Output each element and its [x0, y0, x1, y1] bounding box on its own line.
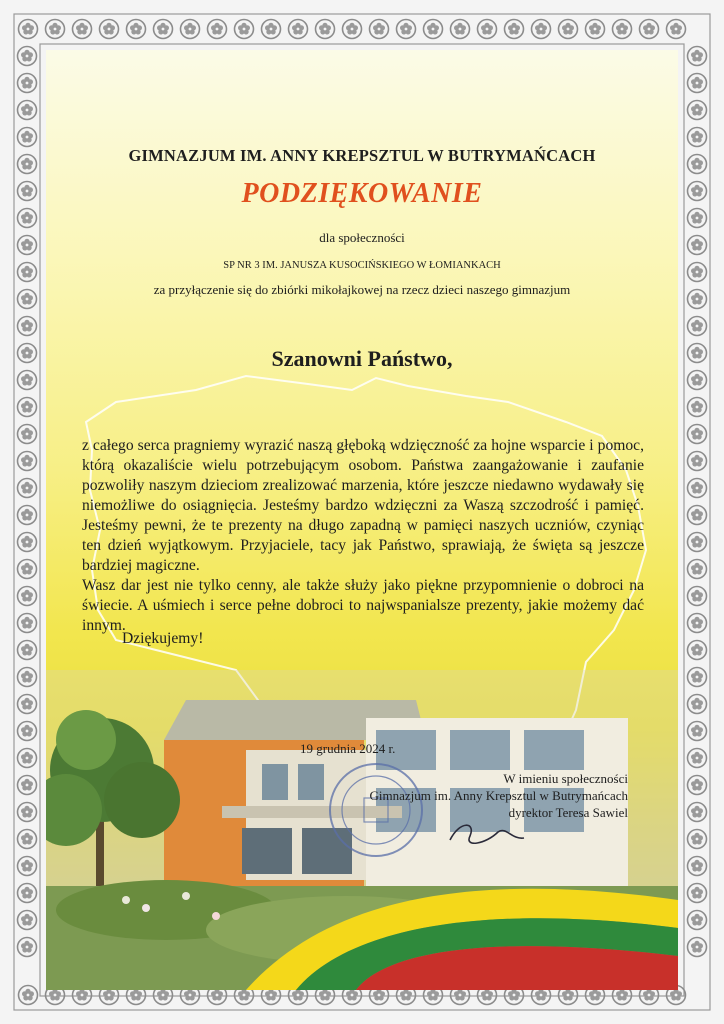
border-ornament — [688, 74, 707, 93]
border-ornament — [688, 614, 707, 633]
border-ornament — [688, 830, 707, 849]
border-ornament — [688, 425, 707, 444]
border-ornament — [688, 776, 707, 795]
border-ornament — [18, 560, 37, 579]
border-ornament — [18, 749, 37, 768]
border-ornament — [532, 20, 551, 39]
border-ornament — [688, 641, 707, 660]
border-ornament — [688, 803, 707, 822]
border-ornament — [18, 344, 37, 363]
border-ornament — [688, 560, 707, 579]
border-ornament — [18, 722, 37, 741]
border-ornament — [370, 20, 389, 39]
border-ornament — [478, 20, 497, 39]
border-ornament — [18, 47, 37, 66]
border-ornament — [688, 155, 707, 174]
signature-line: W imieniu społeczności — [503, 771, 628, 786]
signature-line: Gimnazjum im. Anny Krepsztul w Butrymańcach — [369, 788, 628, 803]
border-ornament — [73, 20, 92, 39]
border-ornament — [18, 641, 37, 660]
border-ornament — [688, 911, 707, 930]
border-ornament — [262, 20, 281, 39]
border-ornament — [688, 938, 707, 957]
border-ornament — [18, 695, 37, 714]
border-ornament — [688, 749, 707, 768]
border-ornament — [181, 20, 200, 39]
border-ornament — [18, 803, 37, 822]
border-ornament — [688, 263, 707, 282]
border-ornament — [18, 911, 37, 930]
border-ornament — [688, 857, 707, 876]
border-ornament — [18, 236, 37, 255]
border-ornament — [46, 20, 65, 39]
school-name: GIMNAZJUM IM. ANNY KREPSZTUL W BUTRYMAŃCACH — [128, 146, 596, 165]
date: 19 grudnia 2024 r. — [300, 741, 396, 756]
border-ornament — [18, 884, 37, 903]
border-ornament — [18, 506, 37, 525]
border-ornament — [343, 20, 362, 39]
border-ornament — [18, 587, 37, 606]
border-ornament — [18, 533, 37, 552]
border-ornament — [19, 986, 38, 1005]
border-ornament — [18, 317, 37, 336]
document-title: PODZIĘKOWANIE — [241, 178, 483, 209]
recipient-name: SP NR 3 IM. JANUSZA KUSOCIŃSKIEGO W ŁOMIANKACH — [223, 260, 501, 271]
border-ornament — [688, 371, 707, 390]
greeting: Szanowni Państwo, — [271, 346, 453, 371]
signature-line: dyrektor Teresa Sawiel — [508, 805, 628, 820]
border-ornament — [19, 20, 38, 39]
border-ornament — [688, 398, 707, 417]
border-ornament — [640, 20, 659, 39]
border-ornament — [18, 74, 37, 93]
border-ornament — [667, 20, 686, 39]
border-ornament — [559, 20, 578, 39]
border-ornament — [688, 47, 707, 66]
border-ornament — [688, 587, 707, 606]
border-ornament — [613, 20, 632, 39]
border-ornament — [688, 344, 707, 363]
border-ornament — [18, 263, 37, 282]
letter-paragraph: z całego serca pragniemy wyrazić naszą głęboką wdzięczność za hojne wsparcie i pomoc, którą okazaliście wielu potrzebującym osobom. Państwa zaangażowanie i zaufanie pozwoliły naszym dzieciom zrealizować marzenia, które jeszcze niedawno wydawały się niemożliwe do osiągnięcia. Jesteśmy bardzo wdzięczni za Waszą szczodrość i pamięć. Jesteśmy pewni, że te prezenty na długo zapadną w pamięci naszych uczniów, czyniąc ten dzień wyjątkowym. Przyjaciele, tacy jak Państwo, sprawiają, że święta są jeszcze bardziej magiczne. — [82, 437, 644, 574]
border-ornament — [316, 20, 335, 39]
border-ornament — [289, 20, 308, 39]
reason-line: za przyłączenie się do zbiórki mikołajkowej na rzecz dzieci naszego gimnazjum — [153, 282, 571, 297]
border-ornament — [18, 425, 37, 444]
border-ornament — [18, 290, 37, 309]
border-ornament — [18, 938, 37, 957]
border-ornament — [688, 182, 707, 201]
border-ornament — [208, 20, 227, 39]
border-ornament — [18, 398, 37, 417]
border-ornament — [688, 695, 707, 714]
border-ornament — [18, 776, 37, 795]
letter-paragraph: Wasz dar jest nie tylko cenny, ale także służy jako piękne przypomnienie o dobroci na świecie. A uśmiech i serce pełne dobroci to najwspanialsze prezenty, jakie możemy dać innym. — [82, 577, 644, 634]
border-ornament — [18, 668, 37, 687]
border-ornament — [688, 236, 707, 255]
border-ornament — [397, 20, 416, 39]
border-ornament — [235, 20, 254, 39]
border-ornament — [18, 452, 37, 471]
border-ornament — [18, 101, 37, 120]
border-ornament — [688, 479, 707, 498]
border-ornament — [688, 209, 707, 228]
border-ornament — [451, 20, 470, 39]
border-ornament — [688, 452, 707, 471]
border-ornament — [424, 20, 443, 39]
border-ornament — [18, 371, 37, 390]
border-ornament — [154, 20, 173, 39]
border-ornament — [505, 20, 524, 39]
border-ornament — [688, 722, 707, 741]
border-ornament — [688, 884, 707, 903]
border-ornament — [688, 668, 707, 687]
border-ornament — [688, 101, 707, 120]
border-ornament — [18, 128, 37, 147]
border-ornament — [688, 533, 707, 552]
border-ornament — [127, 20, 146, 39]
thanks-line: Dziękujemy! — [122, 630, 204, 647]
border-ornament — [18, 209, 37, 228]
border-ornament — [18, 830, 37, 849]
border-ornament — [688, 317, 707, 336]
border-ornament — [18, 182, 37, 201]
border-ornament — [18, 614, 37, 633]
letter-body — [82, 436, 644, 636]
border-ornament — [18, 155, 37, 174]
certificate-panel — [46, 50, 678, 990]
border-ornament — [18, 857, 37, 876]
border-ornament — [100, 20, 119, 39]
border-ornament — [688, 290, 707, 309]
for-line: dla społeczności — [319, 230, 405, 245]
border-ornament — [688, 128, 707, 147]
border-ornament — [586, 20, 605, 39]
border-ornament — [688, 506, 707, 525]
border-ornament — [18, 479, 37, 498]
